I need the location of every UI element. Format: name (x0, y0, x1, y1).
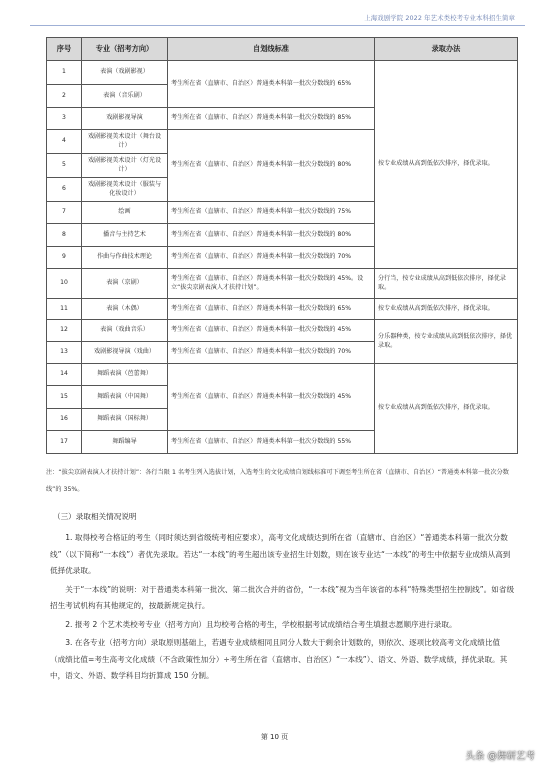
column-header-no: 序号 (47, 38, 82, 61)
column-header-method: 录取办法 (375, 38, 518, 61)
score-standard: 考生所在省（直辖市、自治区）普通类本科第一批次分数线的 80% (168, 224, 375, 247)
major-name: 戏剧影视导演 (82, 108, 168, 130)
score-standard: 考生所在省（直辖市、自治区）普通类本科第一批次分数线的 85% (168, 108, 375, 130)
admission-explanation (50, 530, 515, 687)
row-number: 9 (47, 247, 82, 269)
admission-method: 按专业成绩从高到低依次排序，择优录取。 (375, 61, 518, 269)
major-name: 作曲与作曲技术理论 (82, 247, 168, 269)
admission-method: 分乐器种类，按专业成绩从高到低依次排序，择优录取。 (375, 320, 518, 364)
major-name: 舞蹈表演（国标舞） (82, 409, 168, 431)
row-number: 15 (47, 386, 82, 409)
row-number: 2 (47, 85, 82, 108)
row-number: 13 (47, 342, 82, 364)
page-number: 第 10 页 (260, 733, 289, 741)
major-name: 戏剧影视美术设计（舞台设计） (82, 130, 168, 154)
row-number: 14 (47, 364, 82, 386)
major-name: 表演（京剧） (82, 269, 168, 299)
row-number: 10 (47, 269, 82, 299)
major-name: 舞蹈编导 (82, 431, 168, 454)
row-number: 1 (47, 61, 82, 85)
page-header: 上海戏剧学院 2022 年艺术类校考专业本科招生简章 (364, 14, 515, 22)
score-standard: 考生所在省（直辖市、自治区）普通类本科第一批次分数线的 70% (168, 247, 375, 269)
major-name: 表演（戏剧影视） (82, 61, 168, 85)
paragraph: 关于“一本线”的说明：对于普通类本科第一批次、第二批次合并的省份，“一本线”视为当年该省的本科“特殊类型招生控制线”。如省级招生考试机构有其他规定的，按最新规定执行。 (50, 584, 515, 610)
score-standard: 考生所在省（直辖市、自治区）普通类本科第一批次分数线的 70% (168, 342, 375, 364)
row-number: 7 (47, 202, 82, 224)
paragraph: 3. 在各专业（招考方向）录取原则基础上，若遇专业成绩相同且同分人数大于剩余计划数的，则依次、逐项比较高考文化成绩比值（成绩比值=考生高考文化成绩（不含政策性加分）÷考生所在省（直辖市、自治区）“一本线”）、语文、外语、数学成绩，择优录取。其中，语文、外语、数学科目均折算成 150 分制。 (50, 638, 508, 680)
major-name: 舞蹈表演（芭蕾舞） (82, 364, 168, 386)
column-header-standard: 自划线标准 (168, 38, 375, 61)
row-number: 17 (47, 431, 82, 454)
row-number: 16 (47, 409, 82, 431)
table-header-row (47, 38, 518, 61)
row-number: 4 (47, 130, 82, 154)
score-standard: 考生所在省（直辖市、自治区）普通类本科第一批次分数线的 80% (168, 130, 375, 202)
major-name: 表演（音乐剧） (82, 85, 168, 108)
table-footnote: 注：“拔尖京剧表演人才扶持计划”：各行当限 1 名考生列入选拔计划，入选考生的文化成绩自划线标准可下调至考生所在省（直辖市、自治区）“普通类本科第一批次分数线”的 35%。 (46, 469, 509, 493)
row-number: 6 (47, 178, 82, 202)
major-name: 舞蹈表演（中国舞） (82, 386, 168, 409)
score-standard: 考生所在省（直辖市、自治区）普通类本科第一批次分数线的 55% (168, 431, 375, 454)
paragraph: 1. 取得校考合格证的考生（同时须达到省级统考相应要求），高考文化成绩达到所在省（直辖市、自治区）“普通类本科第一批次分数线”（以下简称“一本线”）者优先录取。若达“一本线”的考生超出该专业招生计划数，则在该专业达“一本线”的考生中依据专业成绩从高到低择优录取。 (50, 533, 511, 575)
score-standard: 考生所在省（直辖市、自治区）普通类本科第一批次分数线的 45%。设立“拔尖京剧表演人才扶持计划”。 (168, 269, 375, 299)
major-name: 绘画 (82, 202, 168, 224)
row-number: 5 (47, 154, 82, 178)
table-row (47, 299, 518, 320)
table-row (47, 269, 518, 299)
header-divider (30, 25, 525, 26)
score-standard: 考生所在省（直辖市、自治区）普通类本科第一批次分数线的 75% (168, 202, 375, 224)
paragraph: 2. 报考 2 个艺术类校考专业（招考方向）且均校考合格的考生，学校根据考试成绩结合考生填报志愿顺序进行录取。 (65, 619, 457, 629)
major-name: 播音与主持艺术 (82, 224, 168, 247)
major-name: 表演（木偶） (82, 299, 168, 320)
table-row (47, 364, 518, 386)
score-standard: 考生所在省（直辖市、自治区）普通类本科第一批次分数线的 45% (168, 320, 375, 342)
table-row (47, 61, 518, 85)
score-standard: 考生所在省（直辖市、自治区）普通类本科第一批次分数线的 65% (168, 299, 375, 320)
row-number: 12 (47, 320, 82, 342)
admission-method: 分行当，按专业成绩从高到低依次排序，择优录取。 (375, 269, 518, 299)
row-number: 8 (47, 224, 82, 247)
major-name: 戏剧影视导演（戏曲） (82, 342, 168, 364)
watermark: 头条 @舞研艺考 (465, 751, 535, 762)
admission-method: 按专业成绩从高到低依次排序，择优录取。 (375, 299, 518, 320)
major-name: 戏剧影视美术设计（灯光设计） (82, 154, 168, 178)
score-standard: 考生所在省（直辖市、自治区）普通类本科第一批次分数线的 45% (168, 364, 375, 431)
row-number: 3 (47, 108, 82, 130)
major-name: 表演（戏曲音乐） (82, 320, 168, 342)
row-number: 11 (47, 299, 82, 320)
major-name: 戏剧影视美术设计（服装与化妆设计） (82, 178, 168, 202)
admission-standards-table (46, 37, 518, 454)
table-row (47, 320, 518, 342)
column-header-major: 专业（招考方向） (82, 38, 168, 61)
admission-method: 按专业成绩从高到低依次排序，择优录取。 (375, 364, 518, 454)
score-standard: 考生所在省（直辖市、自治区）普通类本科第一批次分数线的 65% (168, 61, 375, 108)
section-title: （三）录取相关情况说明 (53, 512, 137, 521)
